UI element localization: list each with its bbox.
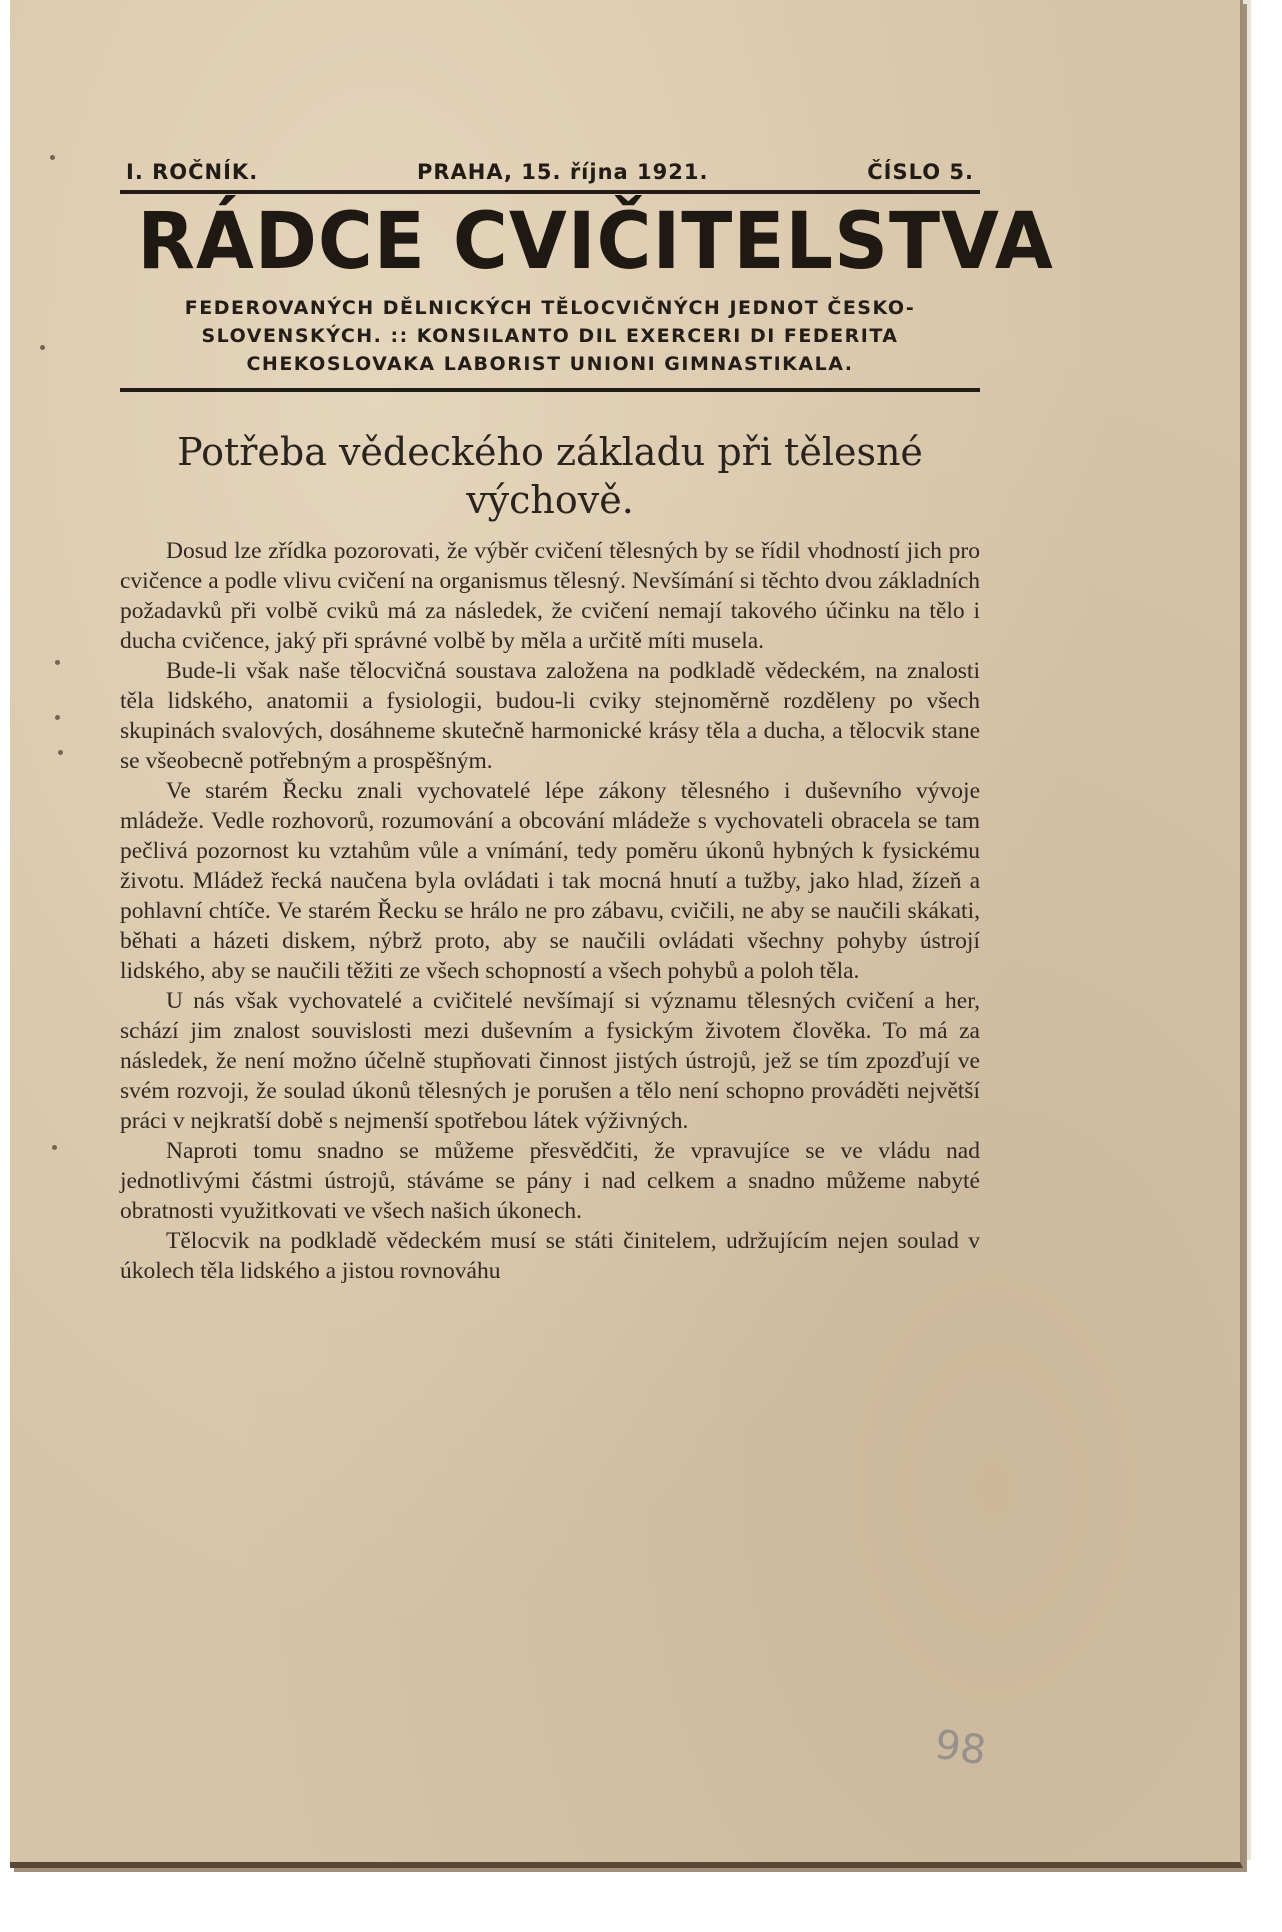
page-content bbox=[120, 160, 1054, 1286]
subtitle-line: SLOVENSKÝCH. :: KONSILANTO DIL EXERCERI DI FEDERITA bbox=[201, 325, 899, 347]
punch-mark bbox=[58, 750, 63, 755]
subtitle-line: FEDEROVANÝCH DĚLNICKÝCH TĚLOCVIČNÝCH JEDNOT ČESKO- bbox=[184, 297, 916, 319]
header-bottom-rule bbox=[120, 388, 980, 392]
subtitle-line: CHEKOSLOVAKA LABORIST UNIONI GIMNASTIKALA. bbox=[246, 353, 854, 375]
paragraph: Dosud lze zřídka pozorovati, že výběr cvičení tělesných by se řídil vhodností jich pro cvičence a podle vlivu cvičení na organismus tělesný. Nevšímání si těchto dvou základních požadavků při volbě cviků má za následek, že cvičení nemají takového účinku na tělo i ducha cvičence, jaký při správné volbě by měla a určitě míti musela. bbox=[120, 538, 980, 654]
paragraph: U nás však vychovatelé a cvičitelé nevšímají si významu tělesných cvičení a her, schází jim znalost souvislosti mezi duševním a fysickým životem člověka. To má za následek, že není možno účelně stupňovati činnost jistých ústrojů, jež se tím zpozďují ve svém rozvoji, že soulad úkonů tělesných je porušen a tělo není schopno prováděti největší práci v nejkratší době s nejmenší spotřebou látek výživných. bbox=[120, 988, 980, 1134]
article-body bbox=[120, 536, 980, 1286]
punch-mark bbox=[55, 660, 60, 665]
journal-subtitle bbox=[120, 290, 980, 388]
paragraph: Tělocvik na podkladě vědeckém musí se státi činitelem, udržujícím nejen soulad v úkolech těla lidského a jistou rovnováhu bbox=[120, 1228, 980, 1284]
punch-mark bbox=[50, 155, 55, 160]
date-line: PRAHA, 15. října 1921. bbox=[416, 160, 709, 184]
paragraph: Naproti tomu snadno se můžeme přesvědčiti, že vpravujíce se ve vládu nad jednotlivými částmi ústrojů, stáváme se pány i nad celkem a snadno můžeme nabyté obratnosti využitkovati ve všech našich úkonech. bbox=[120, 1138, 980, 1224]
journal-title: RÁDCE CVIČITELSTVA bbox=[137, 197, 1054, 287]
paragraph: Bude-li však naše tělocvičná soustava založena na podkladě vědeckém, na znalosti těla lidského, anatomii a fysiologii, budou-li cviky stejnoměrně rozděleny po všech skupinách svalových, dosáhneme skutečně harmonické krásy těla a ducha, a tělocvik stane se všeobecně potřebným a prospěšným. bbox=[120, 658, 980, 774]
paragraph: Ve starém Řecku znali vychovatelé lépe zákony tělesného i duševního vývoje mládeže. Vedle rozhovorů, rozumování a obcování mládeže s vychovateli obracela se tam pečlivá pozornost ku vztahům vůle a vnímání, tedy poměru úkonů hybných k fysickému životu. Mládež řecká naučena byla ovládati i tak mocná hnutí a tužby, jako hlad, žízeň a pohlavní chtíče. Ve starém Řecku se hrálo ne pro zábavu, cvičili, ne aby se naučili skákati, běhati a házeti diskem, nýbrž proto, aby se naučili ovládati všechny pohyby ústrojí lidského, aby se naučili těžiti ze všech schopností a všech pohybů a poloh těla. bbox=[120, 778, 980, 984]
punch-mark bbox=[40, 345, 45, 350]
handwritten-page-number: 98 bbox=[932, 1721, 989, 1775]
issue-number: ČÍSLO 5. bbox=[867, 160, 974, 184]
punch-mark bbox=[55, 715, 60, 720]
article-title-line: výchově. bbox=[466, 478, 634, 522]
punch-mark bbox=[52, 1145, 57, 1150]
volume-label: I. ROČNÍK. bbox=[126, 160, 259, 184]
masthead bbox=[120, 160, 980, 184]
article-title-line: Potřeba vědeckého základu při tělesné bbox=[177, 430, 923, 474]
article-title bbox=[120, 428, 980, 524]
